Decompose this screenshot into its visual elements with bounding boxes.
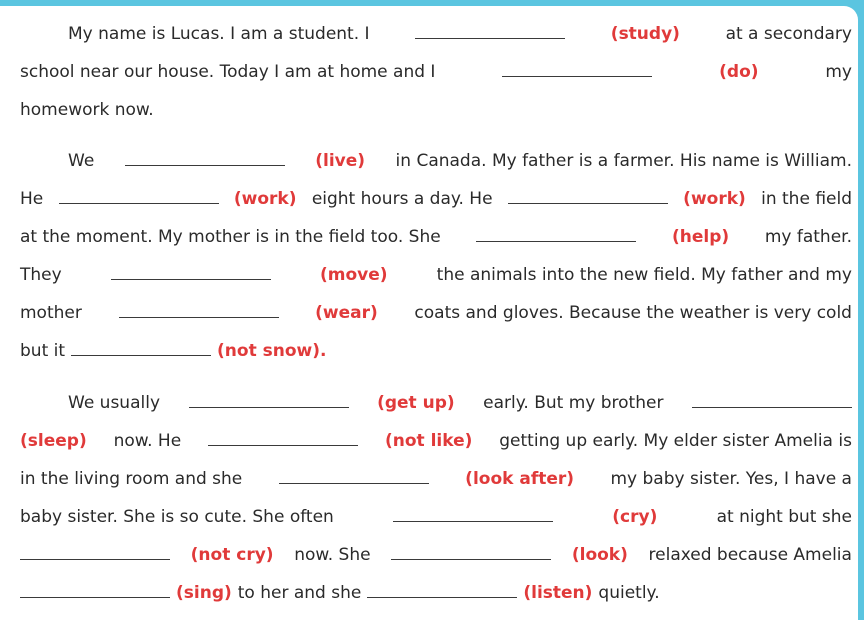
answer-blank[interactable] xyxy=(391,543,551,560)
text-segment: in Canada. My father is a farmer. His name is William. xyxy=(395,151,852,171)
text-line xyxy=(20,53,852,91)
text-segment: early. But my brother xyxy=(483,393,664,413)
text-segment: We xyxy=(68,151,95,171)
text-line xyxy=(20,218,852,256)
text-line xyxy=(20,91,852,129)
answer-blank[interactable] xyxy=(189,391,349,408)
answer-blank[interactable] xyxy=(393,505,553,522)
answer-blank[interactable] xyxy=(502,60,652,77)
text-line xyxy=(20,294,852,332)
verb-prompt: (look) xyxy=(571,545,628,565)
answer-blank[interactable] xyxy=(476,225,636,242)
answer-blank[interactable] xyxy=(125,149,285,166)
text-segment: He xyxy=(20,189,44,209)
verb-prompt: (listen) xyxy=(523,583,593,603)
answer-blank[interactable] xyxy=(692,391,852,408)
text-segment: but it xyxy=(20,341,66,361)
text-line xyxy=(20,15,852,53)
answer-blank[interactable] xyxy=(119,301,279,318)
verb-prompt: (not snow). xyxy=(217,341,327,361)
text-segment: They xyxy=(20,265,62,285)
text-segment: in the living room and she xyxy=(20,469,243,489)
text-segment: at night but she xyxy=(716,507,852,527)
text-segment: in the field xyxy=(761,189,852,209)
text-line xyxy=(20,460,852,498)
verb-prompt: (not cry) xyxy=(190,545,274,565)
text-segment: school near our house. Today I am at home and I xyxy=(20,62,436,82)
text-line xyxy=(20,384,852,422)
verb-prompt: (sing) xyxy=(176,583,232,603)
verb-prompt: (get up) xyxy=(377,393,455,413)
text-segment: homework now. xyxy=(20,100,154,120)
text-segment: my baby sister. Yes, I have a xyxy=(610,469,852,489)
text-segment: baby sister. She is so cute. She often xyxy=(20,507,334,527)
text-segment: quietly. xyxy=(598,583,660,603)
answer-blank[interactable] xyxy=(367,581,517,598)
text-line xyxy=(20,574,852,612)
text-line xyxy=(20,498,852,536)
paragraph-1 xyxy=(20,15,852,129)
text-segment: now. He xyxy=(113,431,182,451)
answer-blank[interactable] xyxy=(20,581,170,598)
answer-blank[interactable] xyxy=(279,467,429,484)
text-segment: My name is Lucas. I am a student. I xyxy=(68,24,370,44)
text-segment: the animals into the new field. My father and my xyxy=(436,265,852,285)
paragraph-3 xyxy=(20,384,852,612)
verb-prompt: (study) xyxy=(610,24,680,44)
text-segment: at the moment. My mother is in the field too. She xyxy=(20,227,441,247)
verb-prompt: (work) xyxy=(683,189,746,209)
text-line xyxy=(20,536,852,574)
answer-blank[interactable] xyxy=(508,187,668,204)
text-segment: mother xyxy=(20,303,82,323)
text-segment: my xyxy=(825,62,852,82)
text-segment: coats and gloves. Because the weather is very cold xyxy=(414,303,852,323)
verb-prompt: (not like) xyxy=(384,431,473,451)
answer-blank[interactable] xyxy=(59,187,219,204)
answer-blank[interactable] xyxy=(415,22,565,39)
text-line xyxy=(20,180,852,218)
text-segment: my father. xyxy=(764,227,852,247)
verb-prompt: (help) xyxy=(672,227,730,247)
verb-prompt: (live) xyxy=(315,151,366,171)
text-line xyxy=(20,256,852,294)
verb-prompt: (sleep) xyxy=(20,431,87,451)
text-segment: to her and she xyxy=(237,583,362,603)
verb-prompt: (cry) xyxy=(612,507,658,527)
answer-blank[interactable] xyxy=(20,543,170,560)
text-segment: We usually xyxy=(68,393,161,413)
answer-blank[interactable] xyxy=(208,429,358,446)
verb-prompt: (do) xyxy=(719,62,759,82)
exercise-card xyxy=(0,6,858,620)
answer-blank[interactable] xyxy=(71,339,211,356)
text-line xyxy=(20,332,852,370)
text-line xyxy=(20,142,852,180)
text-segment: eight hours a day. He xyxy=(311,189,493,209)
text-segment: at a secondary xyxy=(725,24,852,44)
text-segment: now. She xyxy=(294,545,371,565)
verb-prompt: (wear) xyxy=(315,303,378,323)
paragraph-2 xyxy=(20,142,852,370)
text-segment: relaxed because Amelia xyxy=(648,545,852,565)
verb-prompt: (move) xyxy=(319,265,388,285)
text-line xyxy=(20,422,852,460)
answer-blank[interactable] xyxy=(111,263,271,280)
text-segment: getting up early. My elder sister Amelia is xyxy=(499,431,852,451)
verb-prompt: (look after) xyxy=(465,469,575,489)
verb-prompt: (work) xyxy=(233,189,297,209)
